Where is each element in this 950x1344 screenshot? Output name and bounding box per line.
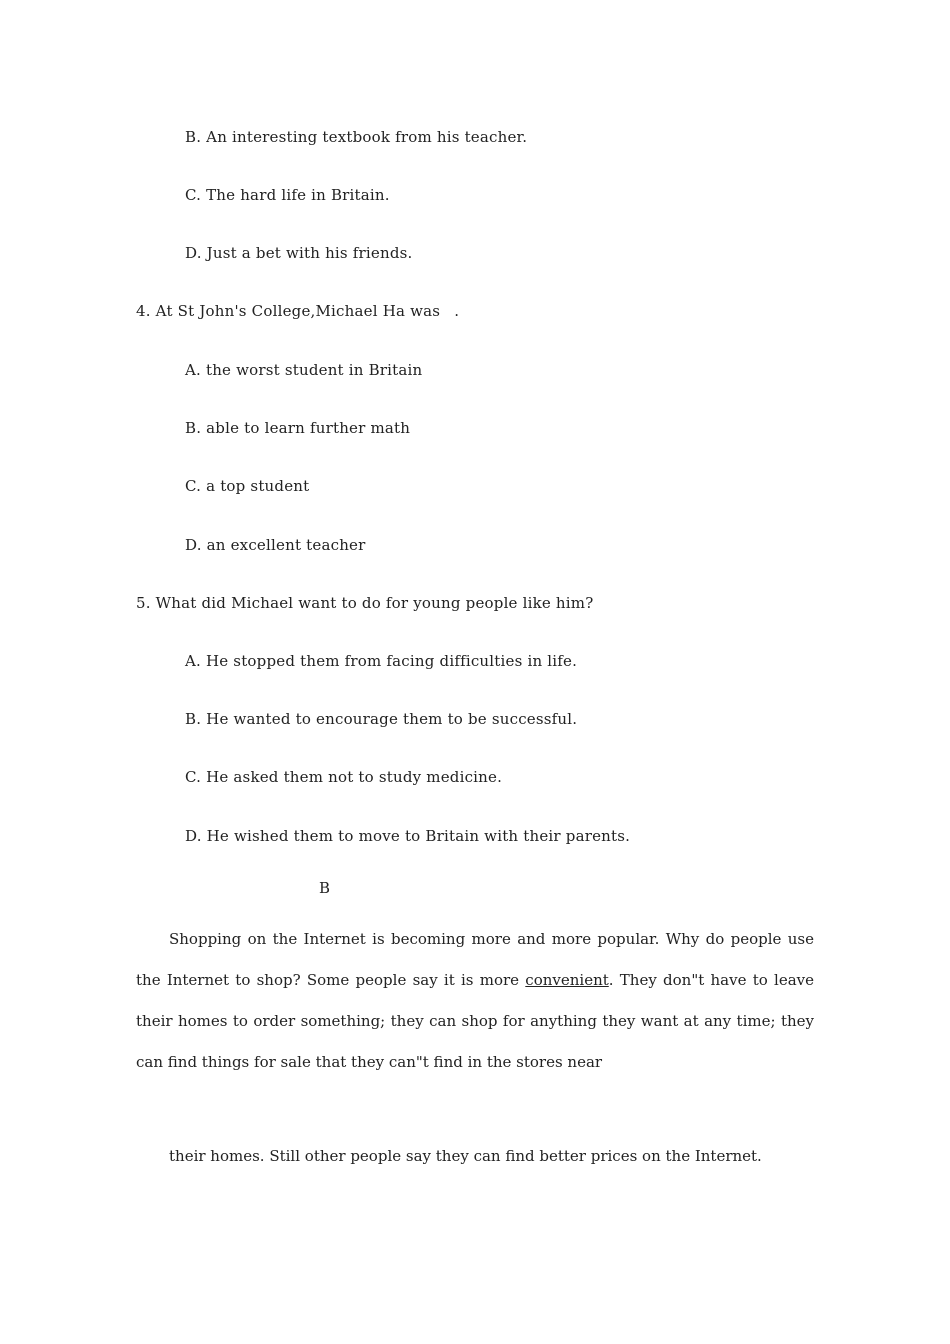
q4-option-c: C. a top student <box>185 477 310 495</box>
q3-option-d: D. Just a bet with his friends. <box>185 244 413 262</box>
q4-option-d: D. an excellent teacher <box>185 536 366 554</box>
paragraph-1-text-start: Shopping on the Internet is becoming more and more popular. Why do people use the Internet to shop? Some people say it is more <box>136 930 814 989</box>
q5-option-b: B. He wanted to encourage them to be successful. <box>185 710 578 728</box>
q5-option-c: C. He asked them not to study medicine. <box>185 768 503 786</box>
q4-stem-start: 4. At St John's College,Michael Ha was <box>136 302 441 320</box>
q4-option-a: A. the worst student in Britain <box>185 361 423 379</box>
passage-paragraph-1 <box>136 919 814 1083</box>
section-title: B <box>319 879 331 897</box>
q3-option-b: B. An interesting textbook from his teacher. <box>185 128 528 146</box>
paragraph-1-text-end: . They don"t have to leave their homes to order something; they can shop for anything they want at any time; they can find things for sale that they can"t find in the stores near <box>136 971 814 1071</box>
q3-option-c: C. The hard life in Britain. <box>185 186 390 204</box>
q4-option-b: B. able to learn further math <box>185 419 411 437</box>
underlined-word: convenient <box>525 971 609 989</box>
q4-stem-end: . <box>454 302 460 320</box>
passage-paragraph-2 <box>136 1136 814 1177</box>
paragraph-2-text: their homes. Still other people say they can find better prices on the Internet. <box>169 1147 762 1165</box>
q5-stem: 5. What did Michael want to do for young people like him? <box>136 594 594 612</box>
q5-option-a: A. He stopped them from facing difficulties in life. <box>185 652 578 670</box>
q5-option-d: D. He wished them to move to Britain with their parents. <box>185 827 631 845</box>
q4-stem <box>136 301 459 321</box>
